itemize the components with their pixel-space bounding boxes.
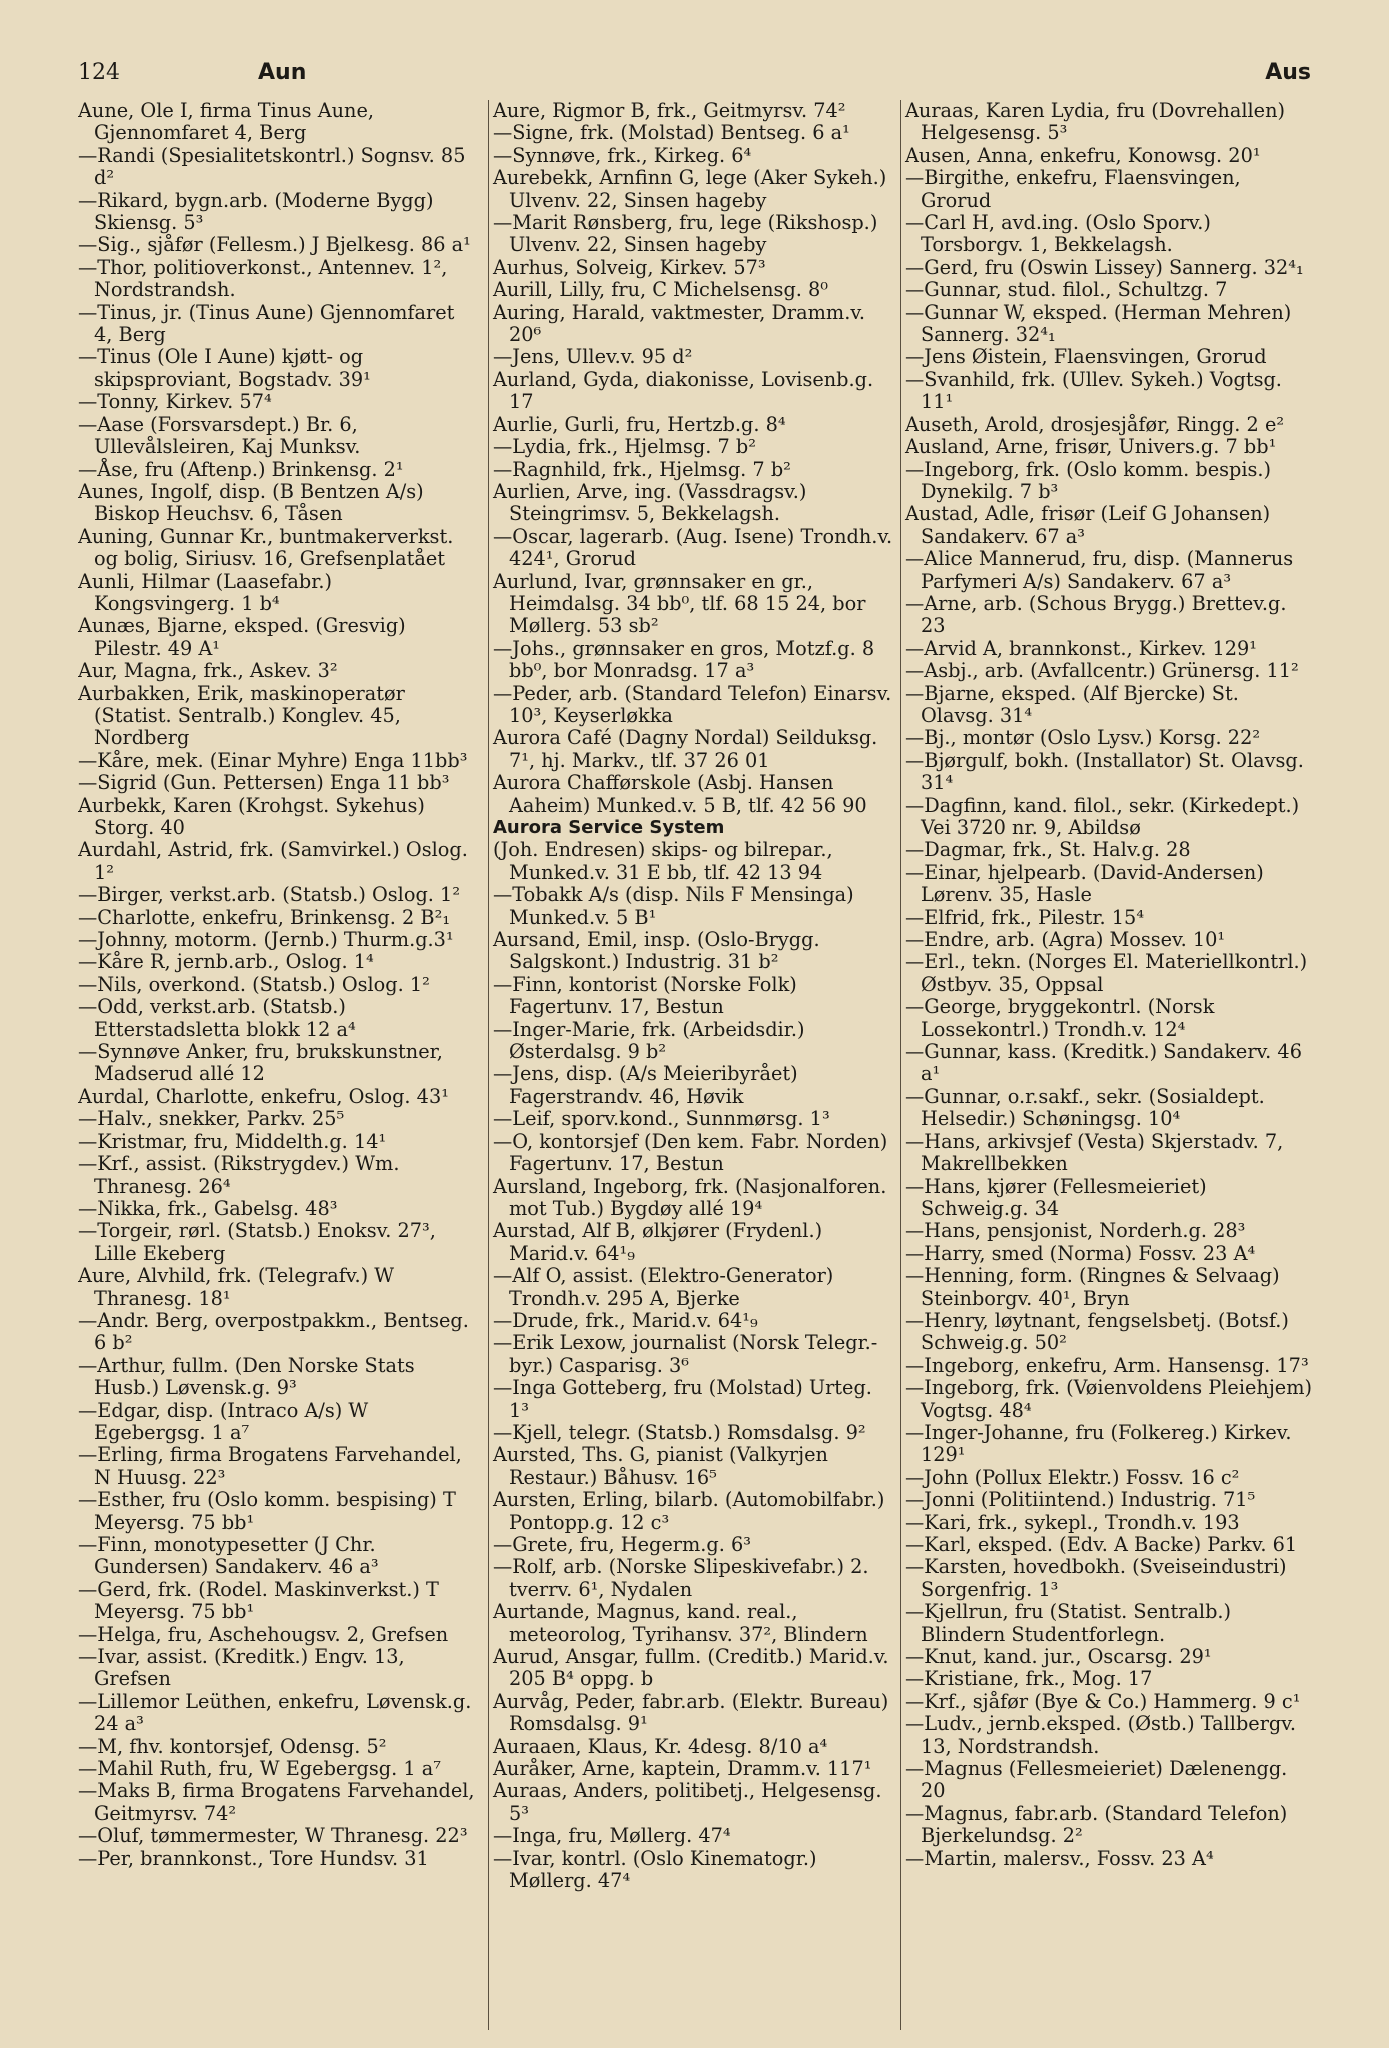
directory-entry: —Helga, fru, Aschehougsv. 2, Grefsen	[78, 1622, 449, 1646]
directory-entry: —Jens, Ullev.v. 95 d²	[493, 345, 693, 369]
directory-entry: Aune, Ole I, firma Tinus Aune, Gjennomfaret 4, Berg	[78, 100, 374, 145]
directory-entry: —Birger, verkst.arb. (Statsb.) Oslog. 1²	[78, 883, 461, 907]
directory-entry: —Marit Rønsberg, fru, lege (Rikshosp.) Ulvenv. 22, Sinsen hageby	[493, 211, 878, 257]
header-left-word: Aun	[258, 60, 307, 85]
directory-entry: Aure, Alvhild, frk. (Telegrafv.) W Thranesg. 18¹	[78, 1264, 395, 1310]
directory-entry: —Tinus (Ole I Aune) kjøtt- og skipsproviant, Bogstadv. 39¹	[78, 345, 371, 391]
directory-entry: —Henry, løytnant, fengselsbetj. (Botsf.) Schweig.g. 50²	[905, 1308, 1289, 1355]
directory-entry: —Esther, fru (Oslo komm. bespising) T Meyersg. 75 bb¹	[78, 1488, 456, 1534]
directory-entry: —Kjellrun, fru (Statist. Sentralb.) Blindern Studentforlegn.	[905, 1600, 1232, 1646]
directory-entry: Aurdal, Charlotte, enkefru, Oslog. 43¹	[78, 1084, 449, 1108]
directory-entry: —Mahil Ruth, fru, W Egebergsg. 1 a⁷	[78, 1757, 441, 1781]
directory-entry: Aurlund, Ivar, grønnsaker en gr., Heimdalsg. 34 bb⁰, tlf. 68 15 24, bor Møllerg. 53 sb²	[493, 569, 866, 638]
directory-entry: Aurdahl, Astrid, frk. (Samvirkel.) Oslog. 1²	[78, 838, 468, 884]
directory-entry: Ausen, Anna, enkefru, Konowsg. 20¹	[905, 143, 1261, 167]
directory-entry: —Krf., sjåfør (Bye & Co.) Hammerg. 9 c¹	[905, 1689, 1301, 1713]
directory-entry: —Ingeborg, frk. (Vøienvoldens Pleiehjem) Vogtsg. 48⁴	[905, 1376, 1313, 1422]
directory-entry: —Rolf, arb. (Norske Slipeskivefabr.) 2. tverrv. 6¹, Nydalen	[493, 1555, 869, 1601]
directory-entry: —Åse, fru (Aftenp.) Brinkensg. 2¹	[78, 457, 404, 481]
directory-entry: —Carl H, avd.ing. (Oslo Sporv.) Torsborgv. 1, Bekkelagsh.	[905, 211, 1211, 257]
directory-entry: Aurebekk, Arnfinn G, lege (Aker Sykeh.) Ulvenv. 22, Sinsen hageby	[493, 166, 887, 212]
directory-entry: —Hans, kjører (Fellesmeieriet) Schweig.g. 34	[905, 1174, 1207, 1220]
directory-entry: Aursland, Ingeborg, frk. (Nasjonalforen. mot Tub.) Bygdøy allé 19⁴	[493, 1174, 887, 1220]
directory-entry: —Krf., assist. (Rikstrygdev.) Wm. Thranesg. 26⁴	[78, 1152, 400, 1198]
directory-entry: —Arthur, fullm. (Den Norske Stats Husb.) Løvensk.g. 9³	[78, 1353, 415, 1400]
directory-entry: —M, fhv. kontorsjef, Odensg. 5²	[78, 1734, 387, 1758]
directory-entry: —Synnøve, frk., Kirkeg. 6⁴	[493, 143, 752, 167]
directory-entry: Aunæs, Bjarne, eksped. (Gresvig) Pilestr. 49 A¹	[78, 614, 406, 660]
directory-entry: —Inger-Johanne, fru (Folkereg.) Kirkev. 129¹	[905, 1420, 1292, 1467]
directory-entry: —Ivar, assist. (Kreditk.) Engv. 13, Grefsen	[78, 1645, 405, 1691]
directory-entry: —Tonny, Kirkev. 57⁴	[78, 390, 272, 414]
header-right-word: Aus	[1265, 60, 1311, 85]
directory-entry: —George, bryggekontrl. (Norsk Lossekontrl.) Trondh.v. 12⁴	[905, 995, 1215, 1041]
column-3	[900, 100, 1315, 2030]
directory-entry: —Maks B, firma Brogatens Farvehandel, Geitmyrsv. 74²	[78, 1779, 475, 1825]
directory-entry: —Hans, pensjonist, Norderh.g. 28³	[905, 1219, 1246, 1243]
directory-entry: Aurtande, Magnus, kand. real., meteorolog, Tyrihansv. 37², Blindern	[493, 1600, 868, 1646]
directory-entry: —Karsten, hovedbokh. (Sveiseindustri) Sorgenfrig. 1³	[905, 1555, 1287, 1601]
directory-entry: Aurland, Gyda, diakonisse, Lovisenb.g. 17	[493, 367, 874, 414]
directory-entry: —John (Pollux Elektr.) Fossv. 16 c²	[905, 1465, 1240, 1489]
directory-entry: —Synnøve Anker, fru, brukskunstner, Madserud allé 12	[78, 1040, 443, 1086]
directory-entry: —Tinus, jr. (Tinus Aune) Gjennomfaret 4, Berg	[78, 300, 455, 347]
directory-entry: Aurlie, Gurli, fru, Hertzb.g. 8⁴	[493, 412, 786, 436]
directory-entry: —Jens, disp. (A/s Meieribyrået) Fagerstrandv. 46, Høvik	[493, 1062, 798, 1108]
directory-entry: —Inger-Marie, frk. (Arbeidsdir.) Østerdalsg. 9 b²	[493, 1017, 805, 1064]
directory-entry: —Bjarne, eksped. (Alf Bjercke) St. Olavsg. 31⁴	[905, 681, 1239, 727]
directory-entry: —Magnus (Fellesmeieriet) Dælenengg. 20	[905, 1757, 1288, 1803]
directory-entry: —Erl., tekn. (Norges El. Materiellkontrl.) Østbyv. 35, Oppsal	[905, 950, 1308, 996]
directory-entry: Aurstad, Alf B, ølkjører (Frydenl.) Marid.v. 64¹₉	[493, 1219, 823, 1265]
directory-entry: —Ivar, kontrl. (Oslo Kinematogr.) Møllerg. 47⁴	[493, 1846, 817, 1893]
directory-entry: Aurud, Ansgar, fullm. (Creditb.) Marid.v. 205 B⁴ oppg. b	[493, 1645, 889, 1691]
directory-entry: Aurhus, Solveig, Kirkev. 57³	[493, 255, 766, 279]
directory-entry: —Birgithe, enkefru, Flaensvingen, Grorud	[905, 166, 1241, 212]
directory-entry: —Torgeir, rørl. (Statsb.) Enoksv. 27³, Lille Ekeberg	[78, 1219, 436, 1265]
directory-entry: Aunes, Ingolf, disp. (B Bentzen A/s) Biskop Heuchsv. 6, Tåsen	[78, 479, 424, 526]
directory-entry: Aur, Magna, frk., Askev. 3²	[78, 659, 338, 683]
directory-entry: —Johnny, motorm. (Jernb.) Thurm.g.3¹	[78, 928, 454, 952]
directory-entry: Auseth, Arold, drosjesjåfør, Ringg. 2 e²	[905, 412, 1285, 436]
directory-entry: —Kari, frk., sykepl., Trondh.v. 193	[905, 1510, 1240, 1534]
directory-entry: —Gerd, fru (Oswin Lissey) Sannerg. 32⁴₁	[905, 255, 1304, 279]
directory-entry: Auraaen, Klaus, Kr. 4desg. 8/10 a⁴	[493, 1734, 828, 1758]
directory-entry: Aurora Café (Dagny Nordal) Seilduksg. 7¹, hj. Markv., tlf. 37 26 01	[493, 726, 878, 772]
directory-entry: —O, kontorsjef (Den kem. Fabr. Norden) Fagertunv. 17, Bestun	[493, 1129, 888, 1176]
directory-entry: —Signe, frk. (Molstad) Bentseg. 6 a¹	[493, 121, 850, 145]
column-2	[488, 100, 893, 2030]
directory-entry: —Kåre, mek. (Einar Myhre) Enga 11bb³	[78, 748, 468, 772]
directory-entry: —Ingeborg, enkefru, Arm. Hansensg. 17³	[905, 1353, 1309, 1377]
directory-entry: —Oscar, lagerarb. (Aug. Isene) Trondh.v. 424¹, Grorud	[493, 524, 893, 571]
directory-entry: —Halv., snekker, Parkv. 25⁵	[78, 1107, 345, 1131]
directory-entry: —Tobakk A/s (disp. Nils F Mensinga) Munked.v. 5 B¹	[493, 883, 854, 929]
directory-entry: —Knut, kand. jur., Oscarsg. 29¹	[905, 1645, 1212, 1669]
directory-entry: —Kristmar, fru, Middelth.g. 14¹	[78, 1129, 387, 1153]
directory-entry: —Aase (Forsvarsdept.) Br. 6, Ullevålsleiren, Kaj Munksv.	[78, 412, 361, 459]
directory-entry: —Charlotte, enkefru, Brinkensg. 2 B²₁	[78, 905, 451, 929]
directory-entry: —Erik Lexow, journalist (Norsk Telegr.-byr.) Casparisg. 3⁶	[493, 1331, 878, 1377]
directory-entry: —Karl, eksped. (Edv. A Backe) Parkv. 61	[905, 1533, 1298, 1556]
directory-entry: —Kristiane, frk., Mog. 17	[905, 1667, 1153, 1691]
directory-entry: —Endre, arb. (Agra) Mossev. 10¹	[905, 928, 1226, 952]
directory-entry: Aurill, Lilly, fru, C Michelsensg. 8⁰	[493, 278, 829, 302]
directory-entry: Aurora Chafførskole (Asbj. Hansen Aaheim) Munked.v. 5 B, tlf. 42 56 90	[493, 771, 867, 817]
directory-entry: —Andr. Berg, overpostpakkm., Bentseg. 6 b²	[78, 1308, 469, 1355]
directory-entry: —Finn, monotypesetter (J Chr. Gundersen) Sandakerv. 46 a³	[78, 1533, 379, 1579]
directory-entry: —Dagmar, frk., St. Halv.g. 28	[905, 838, 1191, 862]
directory-entry: —Odd, verkst.arb. (Statsb.) Etterstadsletta blokk 12 a⁴	[78, 995, 356, 1041]
directory-entry: Auråker, Arne, kaptein, Dramm.v. 117¹	[493, 1757, 872, 1781]
directory-entry: —Kåre R, jernb.arb., Oslog. 1⁴	[78, 950, 374, 974]
directory-entry: —Kjell, telegr. (Statsb.) Romsdalsg. 9²	[493, 1420, 866, 1444]
directory-entry: —Dagfinn, kand. filol., sekr. (Kirkedept.) Vei 3720 nr. 9, Abildsø	[905, 793, 1300, 839]
directory-entry: —Gerd, frk. (Rodel. Maskinverkst.) T Meyersg. 75 bb¹	[78, 1577, 439, 1624]
directory-entry: (Joh. Endresen) skips- og bilrepar., Munked.v. 31 E bb, tlf. 42 13 94	[493, 838, 833, 884]
directory-entry: —Ingeborg, frk. (Oslo komm. bespis.) Dynekilg. 7 b³	[905, 457, 1272, 503]
directory-entry: —Arne, arb. (Schous Brygg.) Brettev.g. 23	[905, 591, 1287, 638]
directory-entry: Aurbekk, Karen (Krohgst. Sykehus) Storg. 40	[78, 793, 425, 839]
directory-entry: —Elfrid, frk., Pilestr. 15⁴	[905, 905, 1145, 929]
directory-entry: —Randi (Spesialitetskontrl.) Sognsv. 85 d²	[78, 143, 466, 190]
directory-entry: —Bjørgulf, bokh. (Installator) St. Olavsg. 31⁴	[905, 748, 1304, 795]
directory-entry: —Rikard, bygn.arb. (Moderne Bygg) Skiensg. 5³	[78, 188, 434, 235]
directory-entry: —Jonni (Politiintend.) Industrig. 71⁵	[905, 1488, 1256, 1512]
directory-entry: —Gunnar W, eksped. (Herman Mehren) Sannerg. 32⁴₁	[905, 300, 1292, 347]
directory-entry: —Leif, sporv.kond., Sunnmørsg. 1³	[493, 1107, 830, 1131]
directory-entry: Aursted, Ths. G, pianist (Valkyrjen Restaur.) Båhusv. 16⁵	[493, 1443, 828, 1489]
directory-entry: —Arvid A, brannkonst., Kirkev. 129¹	[905, 636, 1258, 660]
directory-entry: Aurbakken, Erik, maskinoperatør (Statist. Sentralb.) Konglev. 45, Nordberg	[78, 681, 405, 750]
directory-entry: —Inga Gotteberg, fru (Molstad) Urteg. 1³	[493, 1376, 872, 1422]
directory-entry: —Inga, fru, Møllerg. 47⁴	[493, 1824, 731, 1848]
directory-entry: —Henning, form. (Ringnes & Selvaag) Steinborgv. 40¹, Bryn	[905, 1264, 1280, 1310]
directory-entry: Aurlien, Arve, ing. (Vassdragsv.) Steingrimsv. 5, Bekkelagsh.	[493, 479, 807, 526]
directory-entry: —Alice Mannerud, fru, disp. (Mannerus Parfymeri A/s) Sandakerv. 67 a³	[905, 547, 1294, 593]
directory-entry: —Asbj., arb. (Avfallcentr.) Grünersg. 11²	[905, 659, 1299, 683]
directory-entry: —Bj., montør (Oslo Lysv.) Korsg. 22²	[905, 726, 1261, 750]
directory-entry: Aurvåg, Peder, fabr.arb. (Elektr. Bureau) Romsdalsg. 9¹	[493, 1689, 889, 1736]
directory-entry: —Alf O, assist. (Elektro-Generator) Trondh.v. 295 A, Bjerke	[493, 1264, 834, 1310]
page-header	[78, 60, 1311, 96]
directory-entry: —Drude, frk., Marid.v. 64¹₉	[493, 1308, 758, 1332]
directory-entry: —Thor, politioverkonst., Antennev. 1², Nordstrandsh.	[78, 255, 448, 302]
directory-entry: —Sig., sjåfør (Fellesm.) J Bjelkesg. 86 a¹	[78, 233, 471, 257]
directory-entry: Auraas, Karen Lydia, fru (Dovrehallen) Helgesensg. 5³	[905, 100, 1286, 145]
directory-entry: —Einar, hjelpearb. (David-Andersen) Lørenv. 35, Hasle	[905, 860, 1264, 907]
directory-entry: —Peder, arb. (Standard Telefon) Einarsv. 10³, Keyserløkka	[493, 681, 892, 727]
page-number: 124	[78, 60, 120, 85]
directory-entry: —Lydia, frk., Hjelmsg. 7 b²	[493, 435, 756, 459]
directory-entry: —Finn, kontorist (Norske Folk) Fagertunv. 17, Bestun	[493, 972, 797, 1019]
directory-entry: Auraas, Anders, politibetj., Helgesensg. 5³	[493, 1779, 882, 1825]
directory-entry: —Gunnar, o.r.sakf., sekr. (Sosialdept. Helsedir.) Schøningsg. 10⁴	[905, 1084, 1265, 1131]
directory-entry: —Per, brannkonst., Tore Hundsv. 31	[78, 1846, 429, 1870]
directory-entry: —Gunnar, stud. filol., Schultzg. 7	[905, 278, 1228, 302]
directory-entry: Aure, Rigmor B, frk., Geitmyrsv. 74²	[493, 100, 846, 122]
directory-entry: —Hans, arkivsjef (Vesta) Skjerstadv. 7, Makrellbekken	[905, 1129, 1284, 1176]
directory-entry: —Harry, smed (Norma) Fossv. 23 A⁴	[905, 1241, 1256, 1265]
directory-entry: —Magnus, fabr.arb. (Standard Telefon) Bjerkelundsg. 2²	[905, 1801, 1288, 1848]
directory-entry: —Ragnhild, frk., Hjelmsg. 7 b²	[493, 457, 791, 481]
directory-entry: —Svanhild, frk. (Ullev. Sykeh.) Vogtsg. 11¹	[905, 367, 1282, 414]
directory-entry: —Grete, fru, Hegerm.g. 6³	[493, 1533, 751, 1556]
directory-entry: —Martin, malersv., Fossv. 23 A⁴	[905, 1846, 1214, 1870]
directory-entry: Aursand, Emil, insp. (Oslo-Brygg. Salgskont.) Industrig. 31 b²	[493, 928, 820, 974]
directory-entry: —Lillemor Leüthen, enkefru, Løvensk.g. 24 a³	[78, 1689, 472, 1736]
directory-entry: —Gunnar, kass. (Kreditk.) Sandakerv. 46 a¹	[905, 1040, 1302, 1086]
directory-entry: Ausland, Arne, frisør, Univers.g. 7 bb¹	[905, 435, 1277, 459]
directory-entry: —Ludv., jernb.eksped. (Østb.) Tallbergv. 13, Nordstrandsh.	[905, 1712, 1297, 1758]
directory-entry: —Nikka, frk., Gabelsg. 48³	[78, 1196, 338, 1220]
directory-entry: —Oluf, tømmermester, W Thranesg. 22³	[78, 1824, 468, 1848]
directory-entry: Auring, Harald, vaktmester, Dramm.v. 20⁶	[493, 300, 866, 347]
directory-entry: —Johs., grønnsaker en gros, Motzf.g. 8 bb⁰, bor Monradsg. 17 a³	[493, 636, 875, 683]
directory-entry: Aunli, Hilmar (Laasefabr.) Kongsvingerg. 1 b⁴	[78, 569, 332, 615]
directory-entry: Aurora Service System	[493, 817, 725, 838]
directory-entry: —Erling, firma Brogatens Farvehandel, N Huusg. 22³	[78, 1443, 462, 1489]
directory-entry: Austad, Adle, frisør (Leif G Johansen) Sandakerv. 67 a³	[905, 502, 1271, 548]
directory-entry: Aursten, Erling, bilarb. (Automobilfabr.) Pontopp.g. 12 c³	[493, 1488, 885, 1534]
directory-entry: —Sigrid (Gun. Pettersen) Enga 11 bb³	[78, 771, 450, 795]
directory-entry: —Edgar, disp. (Intraco A/s) W Egebergsg. 1 a⁷	[78, 1398, 369, 1444]
column-1	[78, 100, 478, 2030]
directory-entry: —Jens Øistein, Flaensvingen, Grorud	[905, 345, 1267, 369]
directory-entry: Auning, Gunnar Kr., buntmakerverkst. og bolig, Siriusv. 16, Grefsenplatået	[78, 524, 454, 571]
directory-entry: —Nils, overkond. (Statsb.) Oslog. 1²	[78, 972, 430, 996]
